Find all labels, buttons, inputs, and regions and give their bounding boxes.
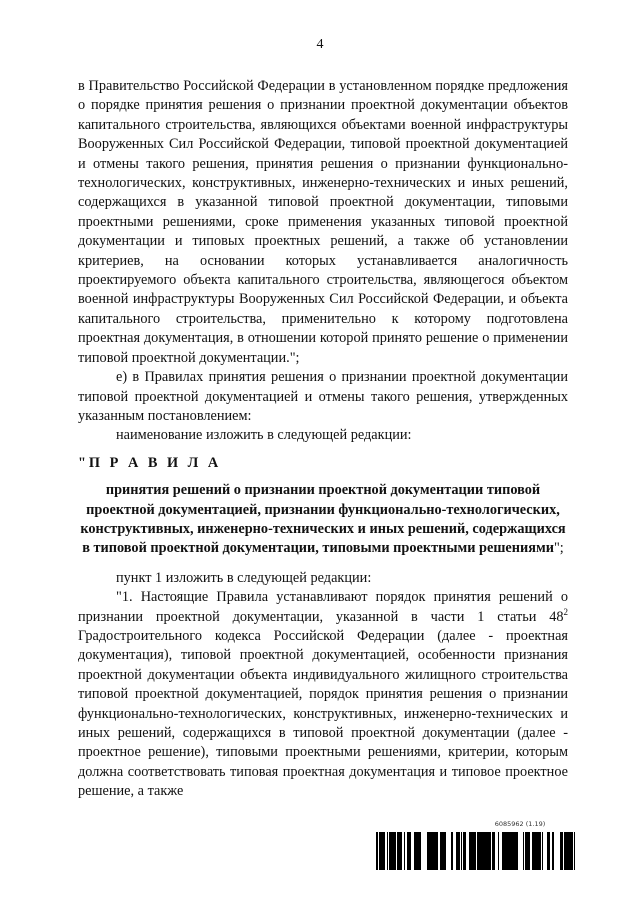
paragraph-item-e: е) в Правилах принятия решения о признании проектной документации типовой проектной документацией и отмены такого решения, утвержденных указанным постановлением: xyxy=(78,369,568,424)
article-superscript: 2 xyxy=(563,606,568,617)
paragraph-title-instruction: наименование изложить в следующей редакции: xyxy=(116,427,412,444)
barcode-label: 6085962 (1.19) xyxy=(494,820,546,828)
rules-title: "П Р А В И Л А xyxy=(78,454,222,471)
barcode-image xyxy=(375,832,575,870)
point1-text-a: "1. Настоящие Правила устанавливают порядок принятия решений о признании проектной документации, указанной в части 1 статьи 48 xyxy=(78,589,568,625)
rules-subtitle xyxy=(78,481,568,559)
document-body xyxy=(78,77,568,802)
page-number: 4 xyxy=(316,37,324,52)
paragraph-continuation: в Правительство Российской Федерации в установленном порядке предложения о порядке принятия решения о признании проектной документации объектов капитального строительства, являющихся объектами военной инфраструктуры Вооруженных Сил Российской Федерации, типовой проектной документацией и отмены такого решения, принятия решения о признании функционально-технологических, конструктивных, инженерно-технических и иных решений, содержащихся в указанной типовой проектной документации, типовыми проектными решениями, сроке применения указанных типовой проектной документации и типовых проектных решений, а также об установлении критериев, на основании которых устанавливается аналогичность проектируемого объекта капитального строительства, являющегося объектом военной инфраструктуры Вооруженных Сил Российской Федерации, и объекта капитального строительства, применительно к которому подготовлена проектная документация, в отношении которой принято решение о применении типовой проектной документации."; xyxy=(78,78,568,366)
rules-subtitle-bold: принятия решений о признании проектной документации типовой проектной документацией, признании функционально-технологических, конструктивных, инженерно-технических и иных решений, содержащихся в типовой проектной документации, типовыми проектными решениями xyxy=(80,482,566,557)
point1-text-b: Градостроительного кодекса Российской Федерации (далее - проектная документация), типовой проектной документацией, особенности признания проектной документации объекта индивидуального жилищного строительства типовой проектной документацией, порядок принятия решения о признании функционально-технологических, конструктивных, инженерно-технических и иных решений, содержащихся в типовой проектной документации (далее - проектное решение), типовыми проектными решениями, критерии, которым должна соответствовать типовая проектная документация и типовое проектное решение, а также xyxy=(78,627,568,800)
rules-subtitle-tail: "; xyxy=(553,540,564,557)
paragraph-point1-instruction: пункт 1 изложить в следующей редакции: xyxy=(116,569,372,586)
paragraph-point1-text xyxy=(78,588,568,801)
